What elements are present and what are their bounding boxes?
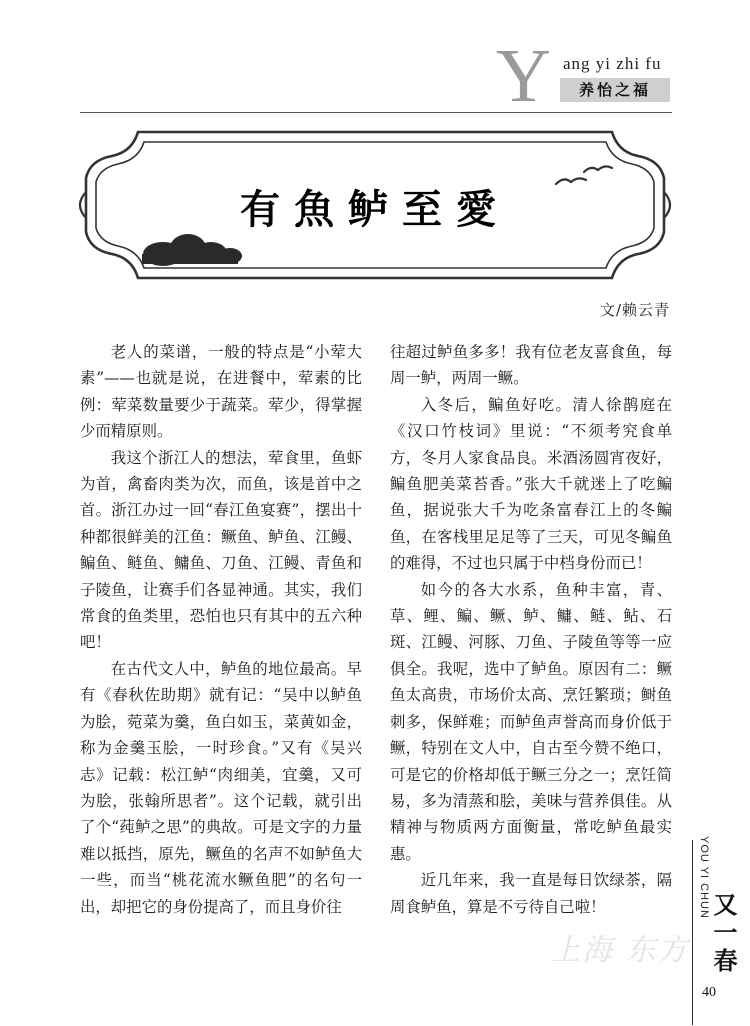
magazine-name: 又一春 bbox=[709, 892, 737, 976]
paragraph: 在古代文人中，鲈鱼的地位最高。早有《春秋佐助期》就有记：“吴中以鲈鱼为脍，菀菜为羹，鱼白如玉，菜黄如金，称为金羹玉脍，一时珍食。”又有《吴兴志》记载：松江鲈“肉细美，宜羹，又可为脍，张翰所思者”。这个记载，就引出了个“莼鲈之思”的典故。可是文字的力量难以抵挡，原先，鳜鱼的名声不如鲈鱼大一些，而当“桃花流水鳜鱼肥”的名句一出，却把它的身份提高了，而且身价往 bbox=[80, 659, 362, 916]
paragraph: 近几年来，我一直是每日饮绿茶，隔周食鲈鱼，算是不亏待自己啦！ bbox=[390, 871, 672, 916]
section-label: 养怡之福 bbox=[560, 78, 670, 102]
magazine-pinyin: YOU YI CHUN bbox=[698, 836, 710, 919]
header-divider bbox=[80, 112, 672, 113]
paragraph-continuation: 往超过鲈鱼多多！我有位老友喜食鱼，每周一鲈，两周一鳜。 bbox=[390, 343, 672, 388]
paragraph: 老人的菜谱，一般的特点是“小荤大素”——也就是说，在进餐中，荤素的比例：荤菜数量要少于蔬菜。荤少，得掌握少而精原则。 bbox=[80, 343, 362, 441]
article-author: 文/赖云青 bbox=[599, 301, 670, 319]
section-pinyin: ang yi zhi fu bbox=[563, 54, 662, 73]
paragraph: 入冬后，鳊鱼好吃。清人徐鹊庭在《汉口竹枝词》里说：“不须考究食单方，冬月人家食品良。米酒汤圆宵夜好，鳊鱼肥美菜苔香。”张大千就迷上了吃鳊鱼，据说张大千为吃条富春江上的冬鳊鱼，在客栈里足足等了三天，可见冬鳊鱼的难得，不过也只属于中档身份而已！ bbox=[390, 395, 672, 573]
paragraph: 我这个浙江人的想法，荤食里，鱼虾为首，禽畜肉类为次，而鱼，该是首中之首。浙江办过一回“春江鱼宴赛”，摆出十种都很鲜美的江鱼：鳜鱼、鲈鱼、江鳗、鳊鱼、鲢鱼、鳙鱼、刀鱼、江鳗、青鱼和子陵鱼，让赛手们各显神通。其实，我们常食的鱼类里，恐怕也只有其中的五六种吧！ bbox=[80, 448, 362, 652]
article-title: 有魚鲈至愛 bbox=[240, 187, 510, 233]
paragraph: 如今的各大水系，鱼种丰富，青、草、鲤、鳊、鳜、鲈、鳙、鲢、鲇、石斑、江鳗、河豚、刀鱼、子陵鱼等等一应俱全。我呢，选中了鲈鱼。原因有二：鳜鱼太高贵，市场价太高、烹饪繁琐；鲥鱼刺多，保鲜难；而鲈鱼声誉高而身价低于鳜，特别在文人中，自古至今赞不绝口，可是它的价格却低于鳜三分之一；烹饪简易，多为清蒸和脍，美味与营养俱佳。从精神与物质两方面衡量，常吃鲈鱼最实惠。 bbox=[390, 580, 672, 863]
margin-rule bbox=[692, 840, 693, 1025]
article-right-column bbox=[390, 339, 672, 920]
article-left-column bbox=[80, 339, 362, 920]
watermark-logo: 上海 东方 bbox=[550, 933, 690, 968]
section-initial-letter: Y bbox=[496, 34, 551, 118]
cloud-ornament bbox=[142, 234, 242, 266]
page-number: 40 bbox=[702, 985, 716, 1000]
